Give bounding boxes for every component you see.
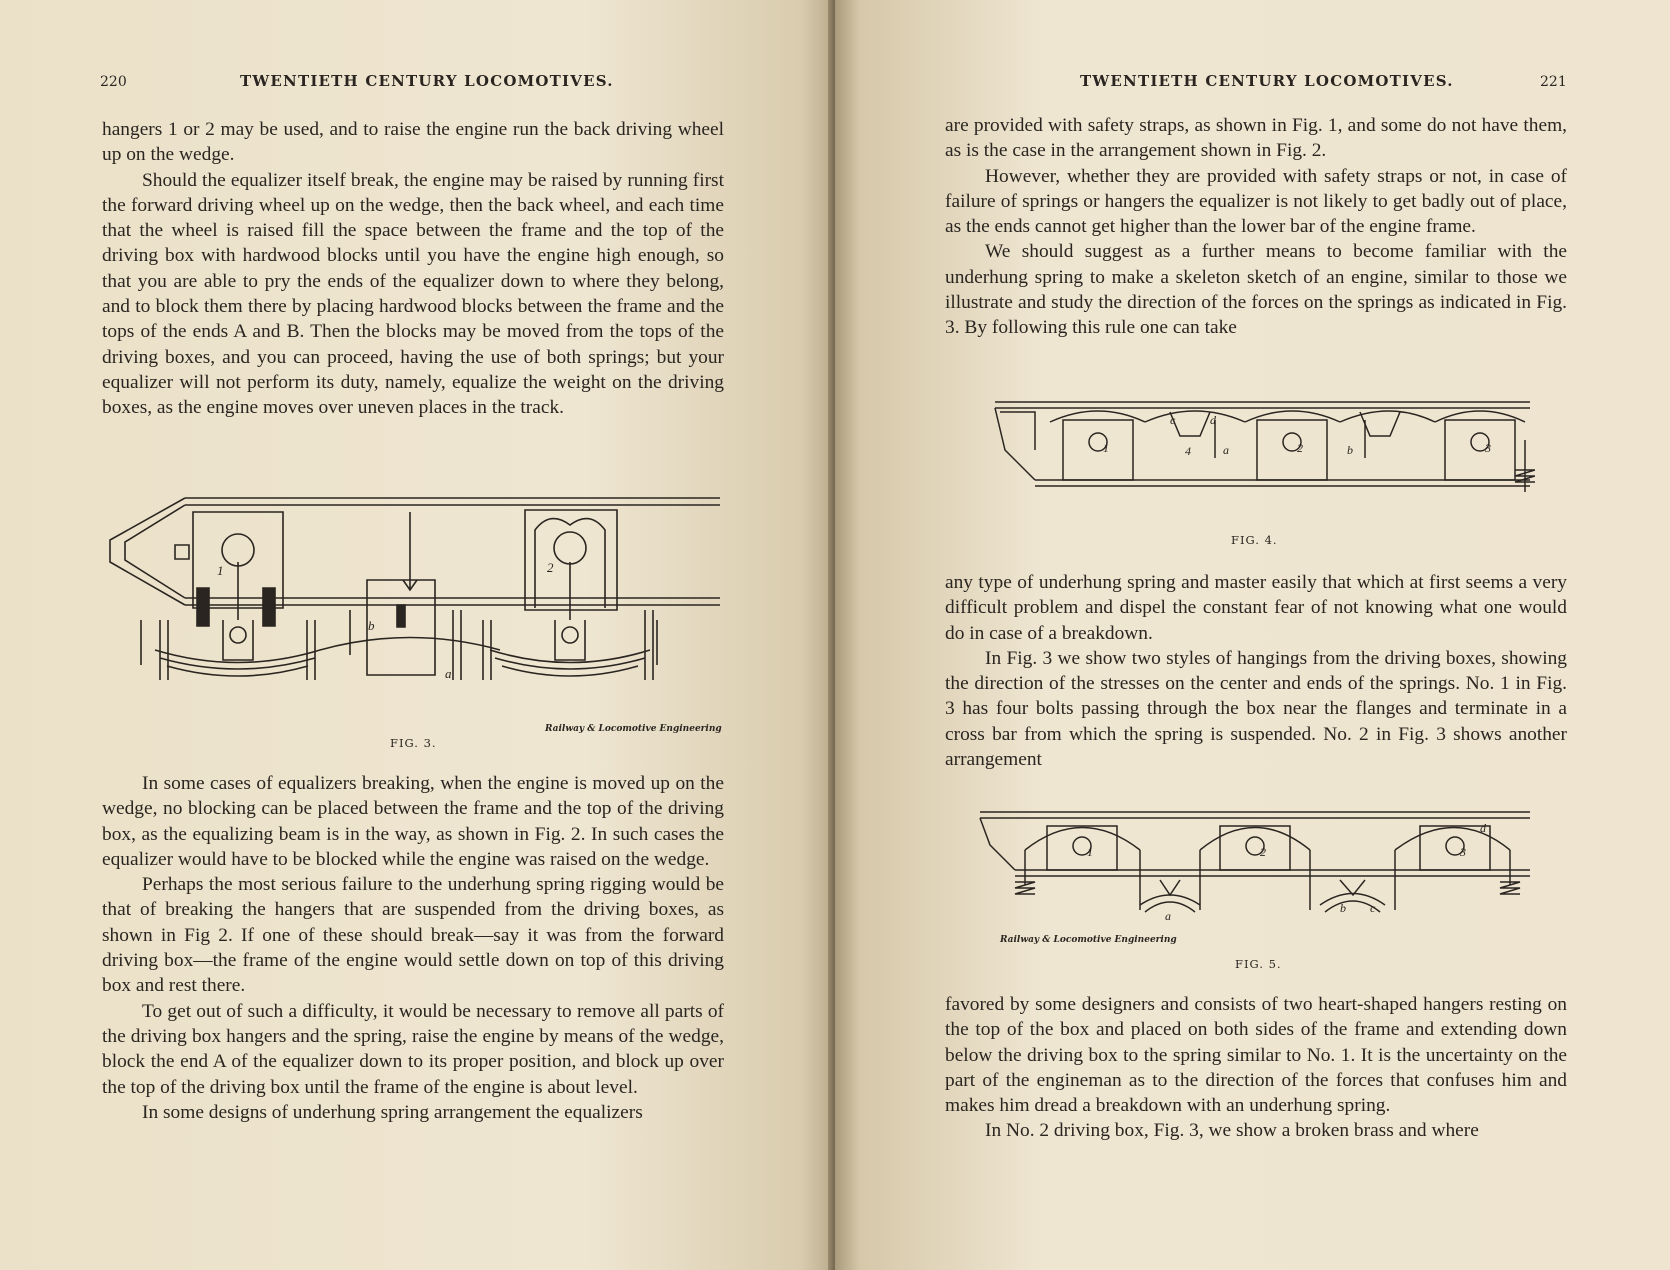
fig4-label-3: 3	[1485, 441, 1491, 455]
figure-4-caption: FIG. 4.	[1231, 533, 1278, 547]
fig4-label-b: b	[1347, 443, 1353, 457]
fig3-label-b: b	[368, 618, 375, 633]
page-number-left: 220	[100, 74, 127, 90]
fig4-label-c: c	[1170, 413, 1176, 427]
fig3-label-1: 1	[217, 563, 224, 578]
fig4-label-4: 4	[1185, 444, 1191, 458]
paragraph: To get out of such a difficulty, it would be necessary to remove all parts of the driving box hangers and the spring, raise the engine by means of the wedge, block the end A of the equalizer down to its proper position, and block up over the top of the driving box until the frame of the engine is about level.	[102, 1000, 724, 1098]
paragraph: In No. 2 driving box, Fig. 3, we show a broken brass and where	[985, 1120, 1479, 1142]
paragraph: favored by some designers and consists of two heart-shaped hangers resting on the top of the box and placed on both sides of the frame and extending down below the driving box to the spring similar to No. 1. It is the uncertainty on the part of the engineman as to the direction of the forces that confuses him and makes him dread a breakdown with an underhung spring.	[945, 994, 1567, 1117]
right-page	[835, 0, 1670, 1270]
paragraph: In some cases of equalizers breaking, when the engine is moved up on the wedge, no blocking can be placed between the frame and the top of the driving box, as the equalizing beam is in the way, as shown in Fig. 2. In such cases the equalizer would have to be blocked while the engine was raised on the wedge.	[102, 773, 724, 870]
left-text-bottom	[102, 771, 724, 1125]
fig5-label-3: 3	[1460, 845, 1466, 859]
running-head-left: TWENTIETH CENTURY LOCOMOTIVES.	[240, 72, 614, 90]
paragraph: However, whether they are provided with safety straps or not, in case of failure of springs or hangers the equalizer is not likely to get badly out of place, as the ends cannot get higher than the lower bar of the engine frame.	[945, 165, 1567, 238]
fig3-label-a: a	[445, 666, 452, 681]
fig4-label-d: d	[1210, 413, 1216, 427]
figure-5-caption: FIG. 5.	[1235, 957, 1282, 971]
figure-3-credit: Railway & Locomotive Engineering	[545, 724, 722, 734]
figure-3-caption: FIG. 3.	[390, 736, 437, 750]
fig3-label-2: 2	[547, 560, 554, 575]
paragraph: are provided with safety straps, as shown in Fig. 1, and some do not have them, as is the case in the arrangement shown in Fig. 2.	[945, 115, 1567, 162]
paragraph: hangers 1 or 2 may be used, and to raise the engine run the back driving wheel up on the wedge.	[102, 119, 724, 166]
paragraph: In some designs of underhung spring arrangement the equalizers	[142, 1101, 643, 1123]
running-head-right: TWENTIETH CENTURY LOCOMOTIVES.	[1080, 72, 1454, 90]
fig5-label-a: a	[1165, 909, 1171, 923]
fig4-label-a: a	[1223, 443, 1229, 457]
fig5-label-b: b	[1340, 901, 1346, 915]
right-text-bottom	[945, 992, 1567, 1144]
paragraph: any type of underhung spring and master easily that which at first seems a very difficult problem and dispel the constant fear of not knowing what one would do in case of a breakdown.	[945, 572, 1567, 644]
fig4-label-1: 1	[1103, 441, 1109, 455]
page-number-right: 221	[1540, 74, 1567, 90]
fig5-label-2: 2	[1260, 845, 1266, 859]
figure-5-drawing	[975, 810, 1535, 930]
left-text-top	[102, 117, 724, 421]
fig4-label-2: 2	[1297, 441, 1303, 455]
paragraph: Should the equalizer itself break, the engine may be raised by running first the forward driving wheel up on the wedge, then the back wheel, and each time that the wheel is raised fill the space between the frame and the top of the driving box with hardwood blocks until you have the engine high enough, so that you are able to pry the ends of the equalizer down to where they belong, and to block them there by placing hardwood blocks between the frame and the tops of the ends A and B. Then the blocks may be moved from the tops of the driving boxes, and you can proceed, having the use of both springs; but your equalizer will not perform its duty, namely, equalize the weight on the driving boxes, as the engine moves over uneven places in the track.	[102, 169, 724, 419]
paragraph: We should suggest as a further means to become familiar with the underhung spring to make a skeleton sketch of an engine, similar to those we illustrate and study the direction of the forces on the springs as indicated in Fig. 3. By following this rule one can take	[945, 241, 1567, 339]
paragraph: Perhaps the most serious failure to the underhung spring rigging would be that of breaking the hangers that are suspended from the driving boxes, as shown in Fig 2. If one of these should break—say it was from the forward driving box—the frame of the engine would settle down on top of this driving box and rest there.	[102, 874, 724, 997]
fig5-label-c: c	[1370, 901, 1376, 915]
right-text-top	[945, 113, 1567, 341]
figure-3-drawing	[105, 490, 725, 710]
figure-5-credit: Railway & Locomotive Engineering	[1000, 935, 1177, 945]
fig5-label-d: d	[1480, 821, 1486, 835]
paragraph: In Fig. 3 we show two styles of hangings from the driving boxes, showing the direction of the stresses on the center and ends of the springs. No. 1 in Fig. 3 has four bolts passing through the box near the flanges and terminate in a cross bar from which the spring is suspended. No. 2 in Fig. 3 shows another arrangement	[945, 647, 1567, 771]
right-text-middle	[945, 570, 1567, 772]
fig5-label-1: 1	[1087, 845, 1093, 859]
figure-4-drawing	[975, 400, 1535, 505]
